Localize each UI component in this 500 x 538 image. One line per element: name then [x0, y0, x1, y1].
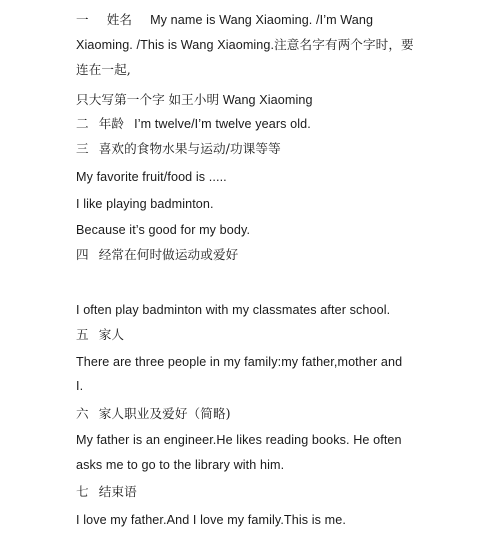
section-6-heading — [76, 406, 231, 422]
section-6-title: 家人职业及爱好（简略) — [98, 406, 231, 421]
section-3-text-2: I like playing badminton. — [76, 197, 214, 211]
section-3-line-2 — [76, 196, 214, 212]
section-7-text-1: I love my father.And I love my family.This is me. — [76, 513, 346, 527]
section-1-line-3 — [76, 62, 131, 78]
section-4-line-1 — [76, 302, 390, 318]
section-6-line-1 — [76, 432, 402, 448]
section-5-line-1 — [76, 354, 402, 370]
section-3-title: 喜欢的食物水果与运动/功课等等 — [98, 141, 281, 156]
section-1-number: 一 — [76, 12, 89, 27]
section-1-text-3: 连在一起, — [76, 62, 131, 77]
section-6-text-2: asks me to go to the library with him. — [76, 458, 285, 472]
section-7-number: 七 — [76, 484, 89, 499]
section-1-text-1: My name is Wang Xiaoming. /I’m Wang — [150, 13, 374, 27]
section-6-line-2 — [76, 457, 284, 473]
section-4-title: 经常在何时做运动或爱好 — [98, 247, 239, 262]
section-5-line-2 — [76, 378, 83, 394]
section-5-text-1: There are three people in my family:my father,mother and — [76, 355, 403, 369]
section-1-title: 姓名 — [106, 12, 133, 27]
section-5-title: 家人 — [98, 327, 125, 342]
section-3-number: 三 — [76, 141, 89, 156]
section-5-heading — [76, 327, 124, 343]
section-2-title: 年龄 — [98, 116, 125, 131]
section-2-number: 二 — [76, 116, 89, 131]
section-3-text-3: Because it’s good for my body. — [76, 223, 251, 237]
section-5-number: 五 — [76, 327, 89, 342]
section-2-line-1 — [76, 116, 311, 132]
section-3-line-3 — [76, 222, 250, 238]
section-6-number: 六 — [76, 406, 89, 421]
section-4-heading — [76, 247, 238, 263]
section-5-text-2: I. — [76, 379, 84, 393]
section-7-line-1 — [76, 512, 346, 528]
section-2-text-1: I’m twelve/I’m twelve years old. — [134, 117, 311, 131]
section-3-text-1: My favorite fruit/food is ..... — [76, 170, 227, 184]
section-3-line-1 — [76, 169, 227, 185]
section-7-title: 结束语 — [98, 484, 137, 499]
section-6-text-1: My father is an engineer.He likes reading books. He often — [76, 433, 402, 447]
section-3-heading — [76, 141, 281, 157]
section-1-text-2: Xiaoming. /This is Wang Xiaoming.注意名字有两个字时，要 — [76, 38, 414, 52]
section-1-line-1 — [76, 12, 373, 28]
section-1-line-4 — [76, 92, 313, 108]
section-1-line-2 — [76, 37, 414, 53]
section-7-heading — [76, 484, 137, 500]
section-4-text-1: I often play badminton with my classmates after school. — [76, 303, 391, 317]
section-1-text-4: 只大写第一个字 如王小明 Wang Xiaoming — [76, 93, 313, 107]
section-4-number: 四 — [76, 247, 89, 262]
